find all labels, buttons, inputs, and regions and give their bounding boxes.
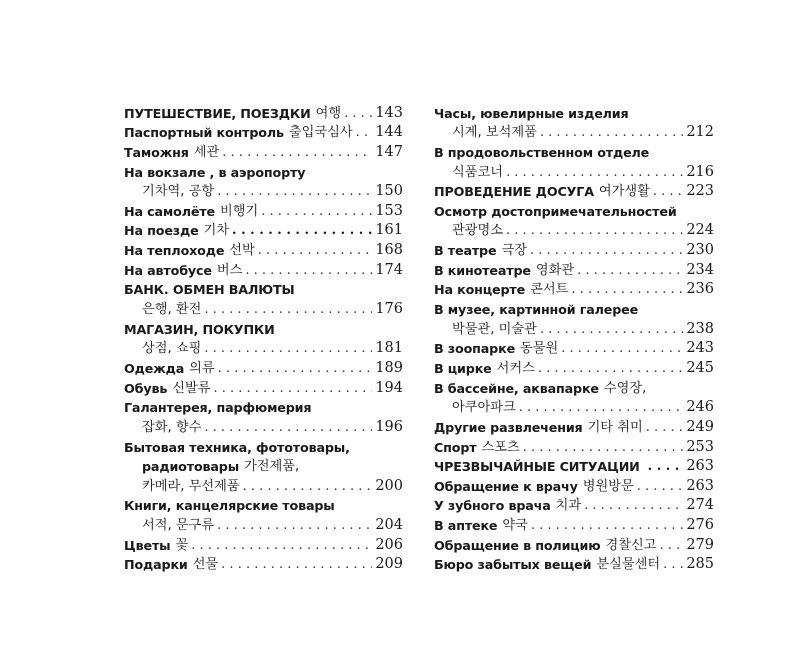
toc-entry-page-number: 243 [686, 340, 714, 357]
toc-entry-russian: В бассейне, аквапарке [434, 380, 599, 396]
toc-entry-korean: 약국 [502, 518, 528, 534]
dot-leader [222, 145, 372, 160]
toc-entry-korean: 선박 [229, 243, 255, 259]
toc-entry-korean: 세관 [193, 144, 220, 160]
dot-leader [538, 361, 683, 376]
toc-entry [434, 474, 714, 494]
toc-entry-korean: 여행 [315, 105, 342, 121]
toc-entry [124, 278, 403, 298]
toc-entry-korean: 기차 [203, 223, 230, 239]
dot-leader [204, 302, 372, 317]
dot-leader [540, 125, 683, 140]
toc-entry [124, 415, 403, 435]
toc-entry [434, 317, 714, 337]
toc-entry-korean: 관광명소 [452, 223, 503, 239]
toc-entry-page-number: 285 [686, 556, 714, 573]
toc-entry-russian: Осмотр достопримечательностей [434, 203, 677, 219]
toc-entry-page-number: 236 [686, 281, 714, 298]
toc-entry-korean: 수영장, [603, 380, 647, 396]
toc-column-left [124, 101, 403, 572]
toc-entry [434, 435, 714, 455]
toc-entry [124, 553, 403, 573]
toc-entry-russian: В зоопарке [434, 341, 516, 357]
toc-entry-russian: Одежда [124, 360, 185, 376]
toc-entry-korean: 극장 [501, 243, 527, 259]
toc-entry [124, 219, 403, 239]
toc-entry-page-number: 249 [686, 418, 714, 435]
toc-entry [124, 121, 403, 141]
dot-leader [232, 223, 372, 238]
dot-leader [571, 282, 683, 297]
toc-entry-russian: У зубного врача [434, 498, 551, 514]
dot-leader [243, 479, 373, 494]
toc-entry-korean: 은행, 환전 [142, 302, 202, 318]
dot-leader [218, 361, 373, 376]
toc-entry-page-number: 194 [375, 379, 403, 396]
toc-entry [434, 160, 714, 180]
toc-entry-page-number: 176 [375, 301, 403, 318]
dot-leader [258, 243, 373, 258]
toc-entry [434, 494, 714, 514]
toc-entry-korean: 병원방문 [582, 478, 634, 494]
toc-entry-page-number: 263 [686, 458, 714, 475]
dot-leader [217, 184, 372, 199]
toc-entry-russian: Обувь [124, 380, 168, 396]
dot-leader [646, 420, 684, 435]
toc-entry-russian: На концерте [434, 282, 526, 298]
toc-entry-page-number: 216 [686, 163, 714, 180]
dot-leader [663, 557, 683, 572]
toc-entry [124, 160, 403, 180]
toc-entry-korean: 서커스 [496, 360, 535, 376]
toc-entry-russian: МАГАЗИН, ПОКУПКИ [124, 321, 275, 337]
dot-leader [653, 184, 683, 199]
toc-entry-russian: Часы, ювелирные изделия [434, 105, 629, 121]
toc-entry [124, 337, 403, 357]
toc-entry-korean: 분실물센터 [596, 557, 661, 573]
dot-leader [245, 263, 372, 278]
toc-entry [124, 435, 403, 455]
toc-entry-russian: В цирке [434, 360, 492, 376]
toc-entry-russian: На автобусе [124, 262, 212, 278]
toc-entry-korean: 꽃 [175, 537, 189, 553]
toc-entry-korean: 비행기 [219, 203, 259, 219]
toc-entry-russian: В продовольственном отделе [434, 144, 650, 160]
toc-entry [124, 238, 403, 258]
toc-entry [124, 101, 403, 121]
toc-entry-page-number: 147 [375, 143, 403, 160]
toc-entry [124, 356, 403, 376]
toc-entry [434, 297, 714, 317]
toc-entry [124, 376, 403, 396]
toc-entry-russian: Спорт [434, 439, 477, 455]
toc-entry-russian: Бытовая техника, фототовары, [124, 439, 350, 455]
toc-entry-korean: 기차역, 공항 [142, 184, 215, 200]
toc-entry-page-number: 279 [686, 536, 714, 553]
dot-leader [261, 204, 372, 219]
toc-entry-russian: В театре [434, 243, 497, 259]
toc-entry-russian: Обращение к врачу [434, 478, 578, 494]
toc-entry-korean: 신발류 [172, 380, 211, 396]
dot-leader [344, 106, 372, 121]
toc-entry-russian: Бюро забытых вещей [434, 557, 592, 573]
toc-entry-russian: БАНК. ОБМЕН ВАЛЮТЫ [124, 282, 295, 298]
toc-entry-page-number: 246 [686, 399, 714, 416]
toc-entry-russian: Подарки [124, 557, 188, 573]
toc-entry-russian: Галантерея, парфюмерия [124, 400, 312, 416]
toc-entry-page-number: 143 [375, 104, 403, 121]
toc-entry-korean: 잡화, 향수 [142, 419, 202, 435]
toc-entry-page-number: 223 [686, 183, 714, 200]
dot-leader [213, 381, 372, 396]
toc-entry-page-number: 161 [375, 222, 403, 239]
toc-entry-russian: Паспортный контроль [124, 125, 284, 141]
toc-entry [434, 396, 714, 416]
toc-entry-korean: 선물 [192, 557, 219, 573]
toc-entry [434, 455, 714, 475]
toc-entry-russian: Цветы [124, 537, 171, 553]
toc-column-right [434, 101, 714, 572]
toc-entry [434, 140, 714, 160]
toc-entry-page-number: 230 [686, 242, 714, 259]
toc-entry-russian: В музее, картинной галерее [434, 302, 639, 318]
toc-entry-korean: 출입국심사 [288, 125, 353, 141]
toc-entry [124, 494, 403, 514]
toc-entry [434, 180, 714, 200]
toc-entry [434, 121, 714, 141]
toc-entry [434, 356, 714, 376]
toc-entry [434, 258, 714, 278]
dot-leader [648, 459, 684, 474]
toc-entry-page-number: 245 [686, 359, 714, 376]
dot-leader [191, 538, 372, 553]
toc-entry-russian: ПУТЕШЕСТВИЕ, ПОЕЗДКИ [124, 105, 311, 121]
toc-entry-russian: В кинотеатре [434, 262, 531, 278]
toc-entry-korean: 카메라, 무선제품 [142, 478, 240, 494]
dot-leader [519, 400, 684, 415]
dot-leader [217, 518, 372, 533]
dot-leader [637, 479, 684, 494]
toc-entry [124, 297, 403, 317]
toc-entry-page-number: 238 [686, 320, 714, 337]
toc-entry-russian: ЧРЕЗВЫЧАЙНЫЕ СИТУАЦИИ [434, 459, 640, 475]
toc-entry-korean: 아쿠아파크 [452, 400, 516, 416]
toc-entry-russian: В аптеке [434, 518, 498, 534]
toc-entry [434, 415, 714, 435]
toc-entry-korean: 치과 [555, 498, 582, 514]
toc-entry [124, 180, 403, 200]
toc-entry-korean: 가전제품, [244, 459, 300, 475]
dot-leader [584, 498, 683, 513]
dot-leader [221, 557, 372, 572]
dot-leader [577, 263, 683, 278]
toc-entry [434, 278, 714, 298]
toc-entry-page-number: 189 [375, 359, 403, 376]
toc-entry-korean: 식품코너 [452, 164, 503, 180]
toc-entry-page-number: 274 [686, 497, 714, 514]
toc-entry [124, 533, 403, 553]
dot-leader [561, 341, 683, 356]
toc-entry [124, 258, 403, 278]
toc-entry-page-number: 174 [375, 261, 403, 278]
toc-entry-russian: Обращение в полицию [434, 537, 601, 553]
toc-entry-page-number: 212 [686, 124, 714, 141]
toc-entry-russian: На самолёте [124, 203, 215, 219]
toc-entry-korean: 영화관 [535, 262, 575, 278]
dot-leader [204, 420, 372, 435]
dot-leader [540, 322, 683, 337]
toc-entry-korean: 서적, 문구류 [142, 518, 215, 534]
toc-entry-korean: 의류 [189, 360, 215, 376]
toc-entry [434, 533, 714, 553]
toc-entry-korean: 버스 [216, 262, 243, 278]
toc-entry-russian: Таможня [124, 144, 189, 160]
toc-entry-russian: Книги, канцелярские товары [124, 498, 335, 514]
toc-entry-page-number: 153 [375, 202, 403, 219]
toc-entry-russian: радиотовары [142, 459, 240, 475]
dot-leader [531, 518, 683, 533]
toc-entry [124, 455, 403, 475]
toc-entry-page-number: 181 [375, 340, 403, 357]
toc-entry-russian: На вокзале , в аэропорту [124, 164, 306, 180]
toc-entry-korean: 스포츠 [481, 439, 520, 455]
toc-entry-page-number: 144 [375, 124, 403, 141]
toc-entry-page-number: 196 [375, 418, 403, 435]
dot-leader [523, 440, 684, 455]
toc-entry-korean: 동물원 [520, 341, 559, 357]
toc-entry-russian: Другие развлечения [434, 419, 583, 435]
toc-entry-page-number: 224 [686, 222, 714, 239]
toc-entry [434, 337, 714, 357]
toc-entry-page-number: 206 [375, 536, 403, 553]
toc-entry [124, 474, 403, 494]
dot-leader [506, 223, 683, 238]
toc-entry [434, 219, 714, 239]
toc-entry-korean: 박물관, 미술관 [452, 321, 537, 337]
toc-entry [434, 238, 714, 258]
toc-entry-page-number: 209 [375, 556, 403, 573]
toc-entry-korean: 상점, 쇼핑 [142, 341, 202, 357]
toc-entry-page-number: 234 [686, 261, 714, 278]
toc-entry [124, 513, 403, 533]
dot-leader [506, 165, 683, 180]
dot-leader [204, 341, 372, 356]
toc-entry-korean: 콘서트 [530, 282, 569, 298]
dot-leader [356, 125, 373, 140]
toc-entry [434, 553, 714, 573]
toc-entry-korean: 기타 취미 [587, 419, 643, 435]
toc-entry-russian: На теплоходе [124, 243, 225, 259]
toc-entry-page-number: 150 [375, 183, 403, 200]
toc-entry-russian: На поезде [124, 223, 199, 239]
toc-entry-russian: ПРОВЕДЕНИЕ ДОСУГА [434, 184, 594, 200]
toc-entry [124, 140, 403, 160]
toc-entry-korean: 경찰신고 [605, 537, 657, 553]
toc-entry [124, 199, 403, 219]
toc-entry-korean: 시계, 보석제품 [452, 125, 537, 141]
toc-entry [124, 317, 403, 337]
toc-entry-page-number: 263 [686, 477, 714, 494]
toc-entry [434, 101, 714, 121]
dot-leader [659, 538, 683, 553]
toc-entry [434, 376, 714, 396]
toc-entry-page-number: 253 [686, 438, 714, 455]
toc-entry-page-number: 200 [375, 477, 403, 494]
toc-entry [124, 396, 403, 416]
toc-entry [434, 199, 714, 219]
toc-entry [434, 513, 714, 533]
toc-entry-page-number: 204 [375, 517, 403, 534]
toc-entry-korean: 여가생활 [598, 184, 650, 200]
toc-entry-page-number: 276 [686, 517, 714, 534]
dot-leader [530, 243, 683, 258]
toc-entry-page-number: 168 [375, 242, 403, 259]
